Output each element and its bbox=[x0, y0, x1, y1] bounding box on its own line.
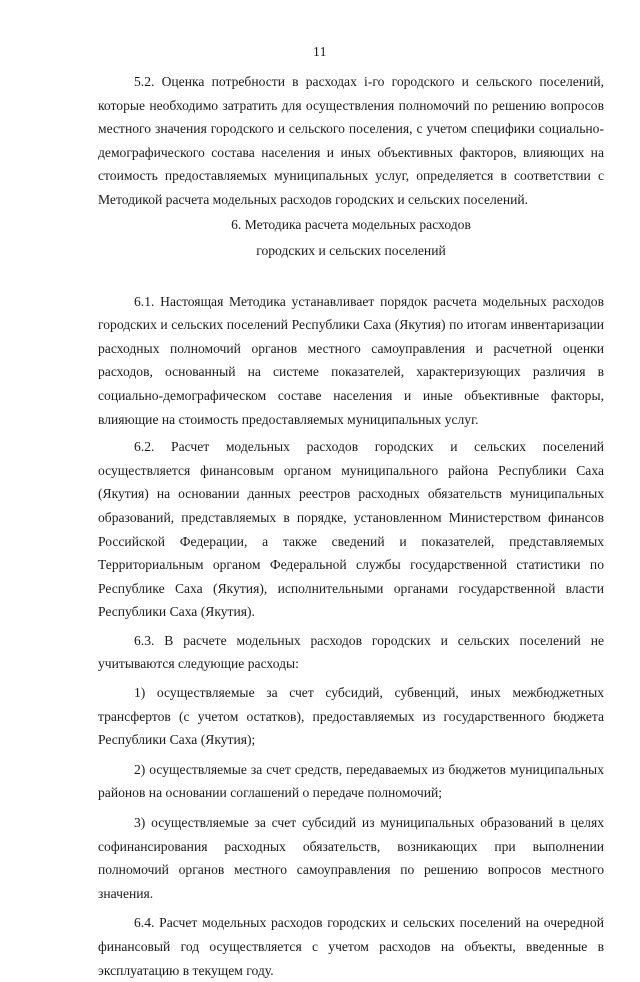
paragraph-6-4: 6.4. Расчет модельных расходов городских и сельских поселений на очередной финансовый год осуществляется с учетом расходов на объекты, введенные в эксплуатацию в текущем году. bbox=[98, 915, 604, 978]
list-item-2: 2) осуществляемые за счет средств, передаваемых из бюджетов муниципальных районов на основании соглашений о передаче полномочий; bbox=[98, 761, 604, 801]
section-heading-line-1: 6. Методика расчета модельных расходов bbox=[231, 216, 471, 232]
paragraph-6-3: 6.3. В расчете модельных расходов городских и сельских поселений не учитываются следующие расходы: bbox=[98, 632, 604, 672]
section-heading bbox=[98, 212, 604, 264]
list-item-1: 1) осуществляемые за счет субсидий, субвенций, иных межбюджетных трансфертов (с учетом остатков), предоставляемых из государственного бюджета Республики Саха (Якутия); bbox=[98, 685, 604, 748]
section-heading-line-2: городских и сельских поселений bbox=[256, 242, 446, 258]
paragraph-5-2: 5.2. Оценка потребности в расходах i-го городского и сельского поселений, которые необходимо затратить для осуществления полномочий по решению вопросов местного значения городского и сельского поселения, с учетом специфики социально-демографического состава населения и иных объективных факторов, влияющих на стоимость предоставляемых муниципальных услуг, определяется в соответствии с Методикой расчета модельных расходов городских и сельских поселений. bbox=[98, 74, 604, 207]
paragraph-6-2: 6.2. Расчет модельных расходов городских и сельских поселений осуществляется финансовым органом муниципального района Республики Саха (Якутия) на основании данных реестров расходных обязательств муниципальных образований, представляемых в порядке, установленном Министерством финансов Российской Федерации, а также сведений и показателей, представляемых Территориальным органом Федеральной службы государственной статистики по Республике Саха (Якутия), исполнительными органами государственной власти Республики Саха (Якутия). bbox=[98, 439, 604, 620]
paragraph-6-1: 6.1. Настоящая Методика устанавливает порядок расчета модельных расходов городских и сельских поселений Республики Саха (Якутия) по итогам инвентаризации расходных полномочий органов местного самоуправления и расчетной оценки расходов, основанный на системе показателей, характеризующих различия в социально-демографическом составе населения и иные объективные факторы, влияющие на стоимость предоставляемых муниципальных услуг. bbox=[98, 293, 604, 427]
list-item-3: 3) осуществляемые за счет субсидий из муниципальных образований в целях софинансирования расходных обязательств, возникающих при выполнении полномочий органов местного самоуправления по решению вопросов местного значения. bbox=[98, 815, 604, 901]
document-body bbox=[98, 70, 604, 982]
page-number: 11 bbox=[313, 44, 327, 59]
